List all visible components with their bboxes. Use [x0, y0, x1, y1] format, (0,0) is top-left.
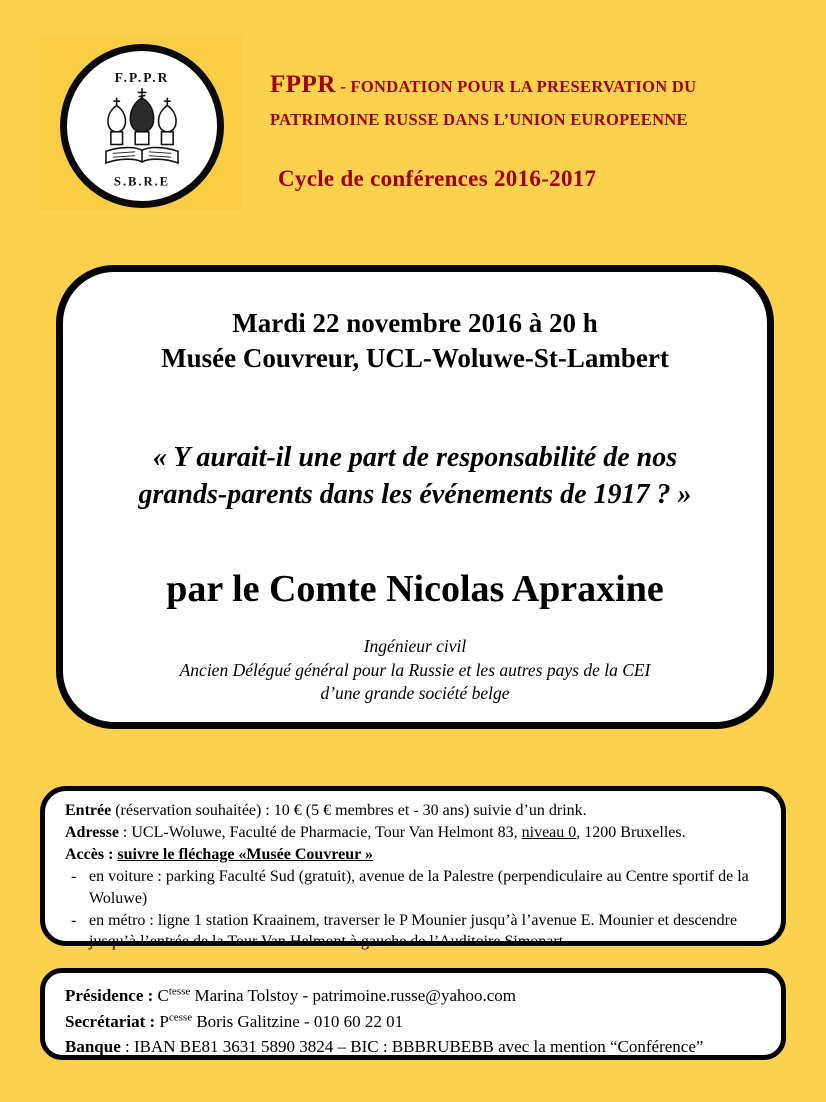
- secretariat-title-sup: cesse: [168, 1010, 193, 1023]
- conference-title-quote: [63, 440, 767, 513]
- presidence-contact: Marina Tolstoy - patrimoine.russe@yahoo.com: [190, 986, 517, 1005]
- bank-label: Banque: [65, 1037, 121, 1056]
- address-end: , 1200 Bruxelles.: [576, 823, 686, 841]
- bullet-dash: -: [71, 911, 77, 929]
- access-signage-underlined: suivre le fléchage «Musée Couvreur »: [117, 845, 373, 863]
- practical-info-box: [40, 786, 786, 951]
- logo-bottom-text: S.B.R.E: [113, 174, 171, 189]
- announcement-box: [56, 265, 774, 729]
- org-abbr: FPPR: [270, 71, 336, 98]
- access-label: Accès: [65, 845, 105, 863]
- access-by-car-item: [65, 866, 767, 910]
- presidence-line: [65, 983, 761, 1009]
- bank-line: [65, 1034, 761, 1060]
- access-separator: :: [104, 845, 118, 863]
- presidence-title-sup: tesse: [168, 985, 191, 998]
- event-venue: Musée Couvreur, UCL-Woluwe-St-Lambert: [161, 343, 669, 374]
- entry-fee-line: [65, 800, 767, 822]
- address-level-underlined: niveau 0: [521, 823, 577, 841]
- presidence-title-prefix: C: [157, 986, 169, 1005]
- speaker-credentials: [63, 635, 767, 706]
- logo-top-text: F.P.P.R: [114, 70, 170, 86]
- bullet-dash: -: [71, 867, 77, 885]
- secretariat-title-prefix: P: [159, 1011, 169, 1031]
- presidence-separator: :: [143, 986, 158, 1005]
- church-domes-icon: [108, 88, 176, 144]
- conference-cycle-title: Cycle de conférences 2016-2017: [278, 166, 597, 191]
- secretariat-separator: :: [145, 1011, 160, 1031]
- speaker-credential-3: d’une grande société belge: [320, 683, 510, 704]
- entry-fee-text: (réservation souhaitée) : 10 € (5 € membres et - 30 ans) suivie d’un drink.: [111, 802, 587, 819]
- access-by-metro-text: en métro : ligne 1 station Kraainem, traverser le P Mounier jusqu’à l’avenue E. Mounier et descendre jusqu’à l’entrée de la Tour Van Helmont à gauche de l’Auditoire Simonart: [89, 911, 738, 951]
- address-label: Adresse: [65, 823, 119, 841]
- fppr-logo: [60, 44, 224, 208]
- access-line: [65, 844, 767, 866]
- secretariat-label: Secrétariat: [65, 1011, 146, 1031]
- fppr-logo-icon: [69, 53, 215, 199]
- secretariat-line: [65, 1009, 761, 1035]
- presidence-label: Présidence: [65, 986, 144, 1005]
- address-text: : UCL-Woluwe, Faculté de Pharmacie, Tour Van Helmont 83,: [118, 823, 522, 841]
- bank-separator: :: [120, 1037, 134, 1056]
- quote-line2: grands-parents dans les événements de 1917 ? »: [138, 478, 692, 510]
- speaker-name: par le Comte Nicolas Apraxine: [166, 567, 664, 610]
- contacts-box: [40, 968, 786, 1060]
- address-line: [65, 822, 767, 844]
- org-title-line1-rest: - FONDATION POUR LA PRESERVATION DU: [335, 77, 697, 96]
- bank-details: IBAN BE81 3631 5890 3824 – BIC : BBBRUBEBB avec la mention “Conférence”: [133, 1037, 704, 1056]
- entry-fee-label: Entrée: [65, 802, 112, 819]
- open-book-icon: [106, 148, 178, 163]
- access-by-car-text: en voiture : parking Faculté Sud (gratuit), avenue de la Palestre (perpendiculaire au Centre sportif de la Woluwe): [89, 867, 749, 907]
- quote-line1: « Y aurait-il une part de responsabilité de nos: [152, 442, 678, 474]
- secretariat-contact: Boris Galitzine - 010 60 22 01: [192, 1011, 404, 1031]
- access-by-metro-item: [65, 910, 767, 954]
- org-title-line1: [270, 66, 800, 105]
- speaker-credential-1: Ingénieur civil: [363, 635, 467, 656]
- speaker-credential-2: Ancien Délégué général pour la Russie et les autres pays de la CEI: [179, 659, 651, 680]
- org-title-line2: PATRIMOINE RUSSE DANS L’UNION EUROPEENNE: [270, 109, 688, 129]
- org-title: [270, 66, 800, 132]
- event-date: Mardi 22 novembre 2016 à 20 h: [232, 308, 598, 338]
